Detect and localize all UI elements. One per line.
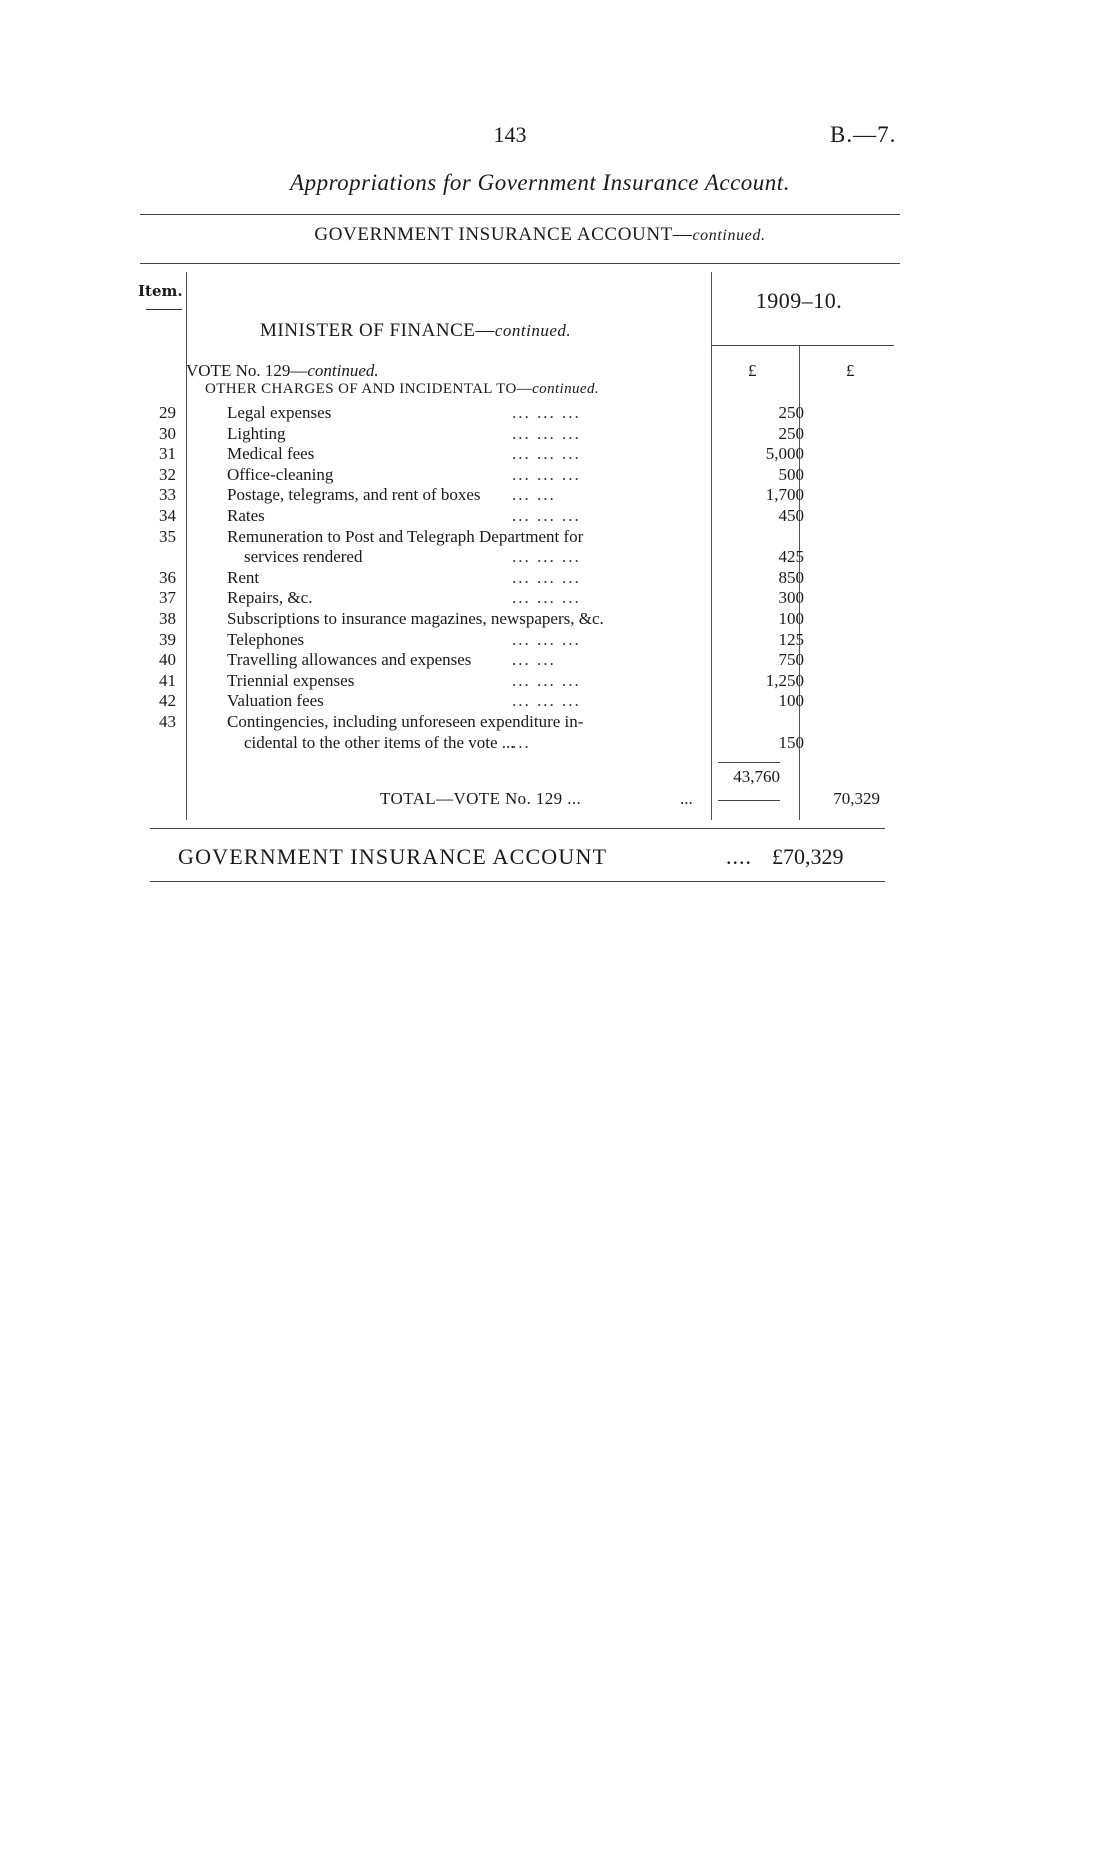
item-description: services rendered — [227, 547, 363, 567]
item-number: 37 — [159, 588, 176, 608]
leader-dots: ... ... ... — [512, 588, 581, 608]
item-amount: 250 — [778, 403, 804, 422]
item-description: Remuneration to Post and Telegraph Department for — [227, 526, 584, 546]
item-amount: 1,250 — [765, 670, 804, 690]
page-number: 143 — [493, 122, 527, 147]
vote-heading-suffix: continued. — [307, 361, 379, 380]
item-description: Contingencies, including unforeseen expenditure in- — [227, 712, 584, 731]
leader-dots: ... ... ... — [512, 691, 581, 711]
grand-total-bottom-rule — [150, 881, 885, 882]
item-number: 31 — [159, 444, 176, 464]
item-number: 43 — [159, 712, 176, 731]
currency-symbol-col1: £ — [748, 361, 757, 380]
table-row — [140, 568, 880, 588]
item-number: 42 — [159, 691, 176, 711]
total-amount: 70,329 — [833, 789, 880, 808]
item-description: Triennial expenses — [227, 670, 355, 690]
leader-dots: ... ... ... — [512, 567, 581, 587]
item-number: 29 — [159, 403, 176, 422]
item-number: 36 — [159, 567, 176, 587]
vote-heading-main: VOTE No. 129— — [186, 361, 308, 380]
item-amount: 250 — [778, 423, 804, 443]
item-amount: 1,700 — [765, 485, 804, 505]
table-top-rule — [140, 263, 900, 264]
table-row — [140, 527, 880, 547]
item-number: 30 — [159, 423, 176, 443]
leader-dots: ... ... ... — [512, 547, 581, 567]
leader-dots: ... — [512, 732, 531, 752]
section-title-main: MINISTER OF FINANCE— — [260, 320, 495, 341]
year-underline — [711, 345, 894, 346]
grand-total-label: GOVERNMENT INSURANCE ACCOUNT — [178, 844, 608, 869]
table-row — [140, 691, 880, 711]
leader-dots: ... ... ... — [512, 506, 581, 525]
table-row — [140, 547, 880, 567]
leader-dots: ... ... ... — [512, 444, 581, 464]
item-description: Rates — [227, 506, 265, 525]
item-amount: 300 — [778, 588, 804, 608]
leader-dots: ... ... — [512, 485, 556, 505]
charges-heading-main: OTHER CHARGES OF AND INCIDENTAL TO— — [205, 381, 533, 397]
item-amount: 100 — [778, 691, 804, 711]
table-row — [140, 733, 880, 753]
item-number: 33 — [159, 485, 176, 505]
item-description: cidental to the other items of the vote ... — [227, 732, 515, 752]
account-heading-suffix: continued. — [692, 227, 766, 244]
item-description: Telephones — [227, 629, 305, 649]
item-description: Repairs, &c. — [227, 588, 313, 608]
item-amount: 500 — [778, 464, 804, 484]
table-row — [140, 403, 880, 423]
charges-heading — [205, 381, 599, 398]
item-amount: 850 — [778, 567, 804, 587]
total-dash-rule — [718, 800, 780, 801]
item-number: 39 — [159, 629, 176, 649]
subtotal-rule — [718, 762, 780, 763]
page-subtitle: Appropriations for Government Insurance Account. — [290, 170, 790, 195]
item-header-underline — [146, 309, 182, 310]
item-number: 41 — [159, 670, 176, 690]
item-description: Postage, telegrams, and rent of boxes — [227, 485, 481, 505]
table-row — [140, 485, 880, 505]
leader-dots: ... ... ... — [512, 403, 581, 422]
item-amount: 125 — [778, 629, 804, 649]
leader-dots: ... ... ... — [512, 464, 581, 484]
grand-total-amount: £70,329 — [772, 844, 844, 869]
item-amount: 150 — [778, 732, 804, 752]
currency-symbol-col2: £ — [846, 361, 855, 380]
section-title — [260, 320, 571, 342]
table-row — [140, 444, 880, 464]
item-description: Medical fees — [227, 444, 315, 464]
item-number: 34 — [159, 506, 176, 525]
table-row — [140, 506, 880, 526]
table-row — [140, 465, 880, 485]
grand-total-dots: .... — [726, 844, 752, 869]
item-description: Rent — [227, 567, 260, 587]
item-column-header: Item. — [138, 282, 183, 300]
leader-dots: ... ... ... — [512, 629, 581, 649]
charges-heading-suffix: continued. — [532, 381, 600, 397]
table-row — [140, 609, 880, 629]
item-description: Subscriptions to insurance magazines, newspapers, &c. — [227, 609, 604, 628]
total-label: TOTAL—VOTE No. 129 ... — [380, 789, 582, 808]
item-description: Lighting — [227, 423, 286, 443]
item-description: Valuation fees — [227, 691, 324, 711]
table-row — [140, 671, 880, 691]
leader-dots: ... ... ... — [512, 670, 581, 690]
grand-total-top-rule — [150, 828, 885, 829]
table-row — [140, 424, 880, 444]
account-heading-main: GOVERNMENT INSURANCE ACCOUNT— — [314, 224, 693, 245]
table-row — [140, 712, 880, 732]
item-amount: 425 — [778, 547, 804, 567]
section-title-suffix: continued. — [494, 321, 572, 340]
item-amount: 5,000 — [765, 444, 804, 464]
item-number: 35 — [159, 526, 176, 546]
table-row — [140, 650, 880, 670]
document-reference: B.—7. — [830, 122, 897, 147]
item-number: 40 — [159, 650, 176, 670]
subtotal-amount: 43,760 — [733, 767, 780, 786]
item-description: Legal expenses — [227, 403, 332, 422]
item-number: 32 — [159, 464, 176, 484]
item-description: Travelling allowances and expenses — [227, 650, 472, 670]
item-amount: 100 — [778, 609, 804, 628]
leader-dots: ... ... — [512, 650, 556, 670]
account-heading — [140, 224, 940, 246]
table-row — [140, 630, 880, 650]
item-description: Office-cleaning — [227, 464, 334, 484]
leader-dots: ... ... ... — [512, 423, 581, 443]
item-number: 38 — [159, 609, 176, 628]
total-leader-dots: ... — [680, 789, 693, 808]
item-amount: 750 — [778, 650, 804, 670]
vote-heading — [186, 361, 379, 381]
top-rule — [140, 214, 900, 215]
table-row — [140, 588, 880, 608]
year-header: 1909–10. — [755, 288, 843, 313]
item-amount: 450 — [778, 506, 804, 525]
